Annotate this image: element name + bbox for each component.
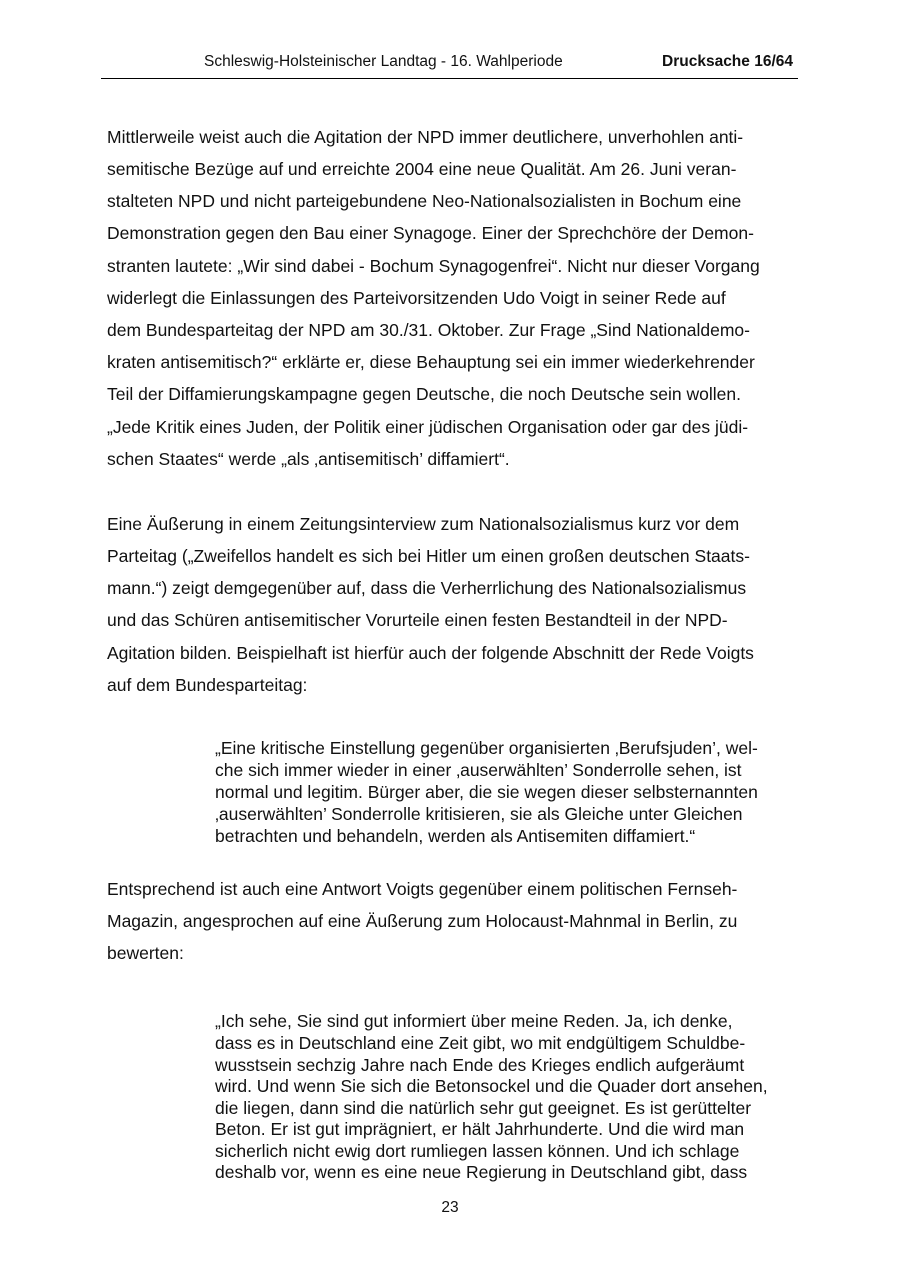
- quote-line: Beton. Er ist gut imprägniert, er hält Jahrhunderte. Und die wird man: [215, 1119, 745, 1139]
- quote-line: „Ich sehe, Sie sind gut informiert über meine Reden. Ja, ich denke,: [215, 1011, 733, 1031]
- text-line: auf dem Bundesparteitag:: [107, 675, 308, 695]
- text-line: stranten lautete: „Wir sind dabei - Bochum Synagogenfrei“. Nicht nur dieser Vorgang: [107, 256, 760, 276]
- text-line: Mittlerweile weist auch die Agitation der NPD immer deutlichere, unverhohlen anti-: [107, 127, 744, 147]
- text-line: Magazin, angesprochen auf eine Äußerung zum Holocaust-Mahnmal in Berlin, zu: [107, 911, 738, 931]
- quote-line: deshalb vor, wenn es eine neue Regierung in Deutschland gibt, dass: [215, 1162, 748, 1182]
- page-header: [101, 52, 798, 79]
- text-line: bewerten:: [107, 943, 184, 963]
- quote-line: die liegen, dann sind die natürlich sehr gut geeignet. Es ist gerüttelter: [215, 1098, 752, 1118]
- header-title: Schleswig-Holsteinischer Landtag - 16. Wahlperiode: [204, 53, 563, 70]
- quote-line: ‚auserwählten’ Sonderrolle kritisieren, sie als Gleiche unter Gleichen: [215, 804, 743, 824]
- text-line: stalteten NPD und nicht parteigebundene Neo-Nationalsozialisten in Bochum eine: [107, 191, 742, 211]
- text-line: Agitation bilden. Beispielhaft ist hierfür auch der folgende Abschnitt der Rede Voigts: [107, 643, 754, 663]
- quote-line: sicherlich nicht ewig dort rumliegen lassen können. Und ich schlage: [215, 1141, 740, 1161]
- text-line: Parteitag („Zweifellos handelt es sich bei Hitler um einen großen deutschen Staats-: [107, 546, 750, 566]
- text-line: dem Bundesparteitag der NPD am 30./31. Oktober. Zur Frage „Sind Nationaldemo-: [107, 320, 750, 340]
- text-line: Teil der Diffamierungskampagne gegen Deutsche, die noch Deutsche sein wollen.: [107, 384, 741, 404]
- quote-line: betrachten und behandeln, werden als Antisemiten diffamiert.“: [215, 826, 696, 846]
- text-line: schen Staates“ werde „als ‚antisemitisch’ diffamiert“.: [107, 449, 510, 469]
- page-number: 23: [441, 1199, 459, 1216]
- text-line: Entsprechend ist auch eine Antwort Voigts gegenüber einem politischen Fernseh-: [107, 879, 738, 899]
- text-line: Demonstration gegen den Bau einer Synagoge. Einer der Sprechchöre der Demon-: [107, 223, 754, 243]
- quote-line: normal und legitim. Bürger aber, die sie wegen dieser selbsternannten: [215, 782, 758, 802]
- text-line: Eine Äußerung in einem Zeitungsinterview zum Nationalsozialismus kurz vor dem: [107, 514, 740, 534]
- quote-line: wird. Und wenn Sie sich die Betonsockel und die Quader dort ansehen,: [215, 1076, 768, 1096]
- text-line: kraten antisemitisch?“ erklärte er, diese Behauptung sei ein immer wiederkehrender: [107, 352, 755, 372]
- text-line: semitische Bezüge auf und erreichte 2004 eine neue Qualität. Am 26. Juni veran-: [107, 159, 737, 179]
- quote-line: dass es in Deutschland eine Zeit gibt, wo mit endgültigem Schuldbe-: [215, 1033, 746, 1053]
- quote-line: wusstsein sechzig Jahre nach Ende des Krieges endlich aufgeräumt: [215, 1055, 745, 1075]
- text-line: und das Schüren antisemitischer Vorurteile einen festen Bestandteil in der NPD-: [107, 610, 728, 630]
- text-line: „Jede Kritik eines Juden, der Politik einer jüdischen Organisation oder gar des jüdi-: [107, 417, 749, 437]
- quote-line: „Eine kritische Einstellung gegenüber organisierten ‚Berufsjuden’, wel-: [215, 738, 758, 758]
- text-line: widerlegt die Einlassungen des Parteivorsitzenden Udo Voigt in seiner Rede auf: [107, 288, 726, 308]
- document-number: Drucksache 16/64: [662, 53, 793, 70]
- quote-line: che sich immer wieder in einer ‚auserwählten’ Sonderrolle sehen, ist: [215, 760, 742, 780]
- text-line: mann.“) zeigt demgegenüber auf, dass die Verherrlichung des Nationalsozialismus: [107, 578, 747, 598]
